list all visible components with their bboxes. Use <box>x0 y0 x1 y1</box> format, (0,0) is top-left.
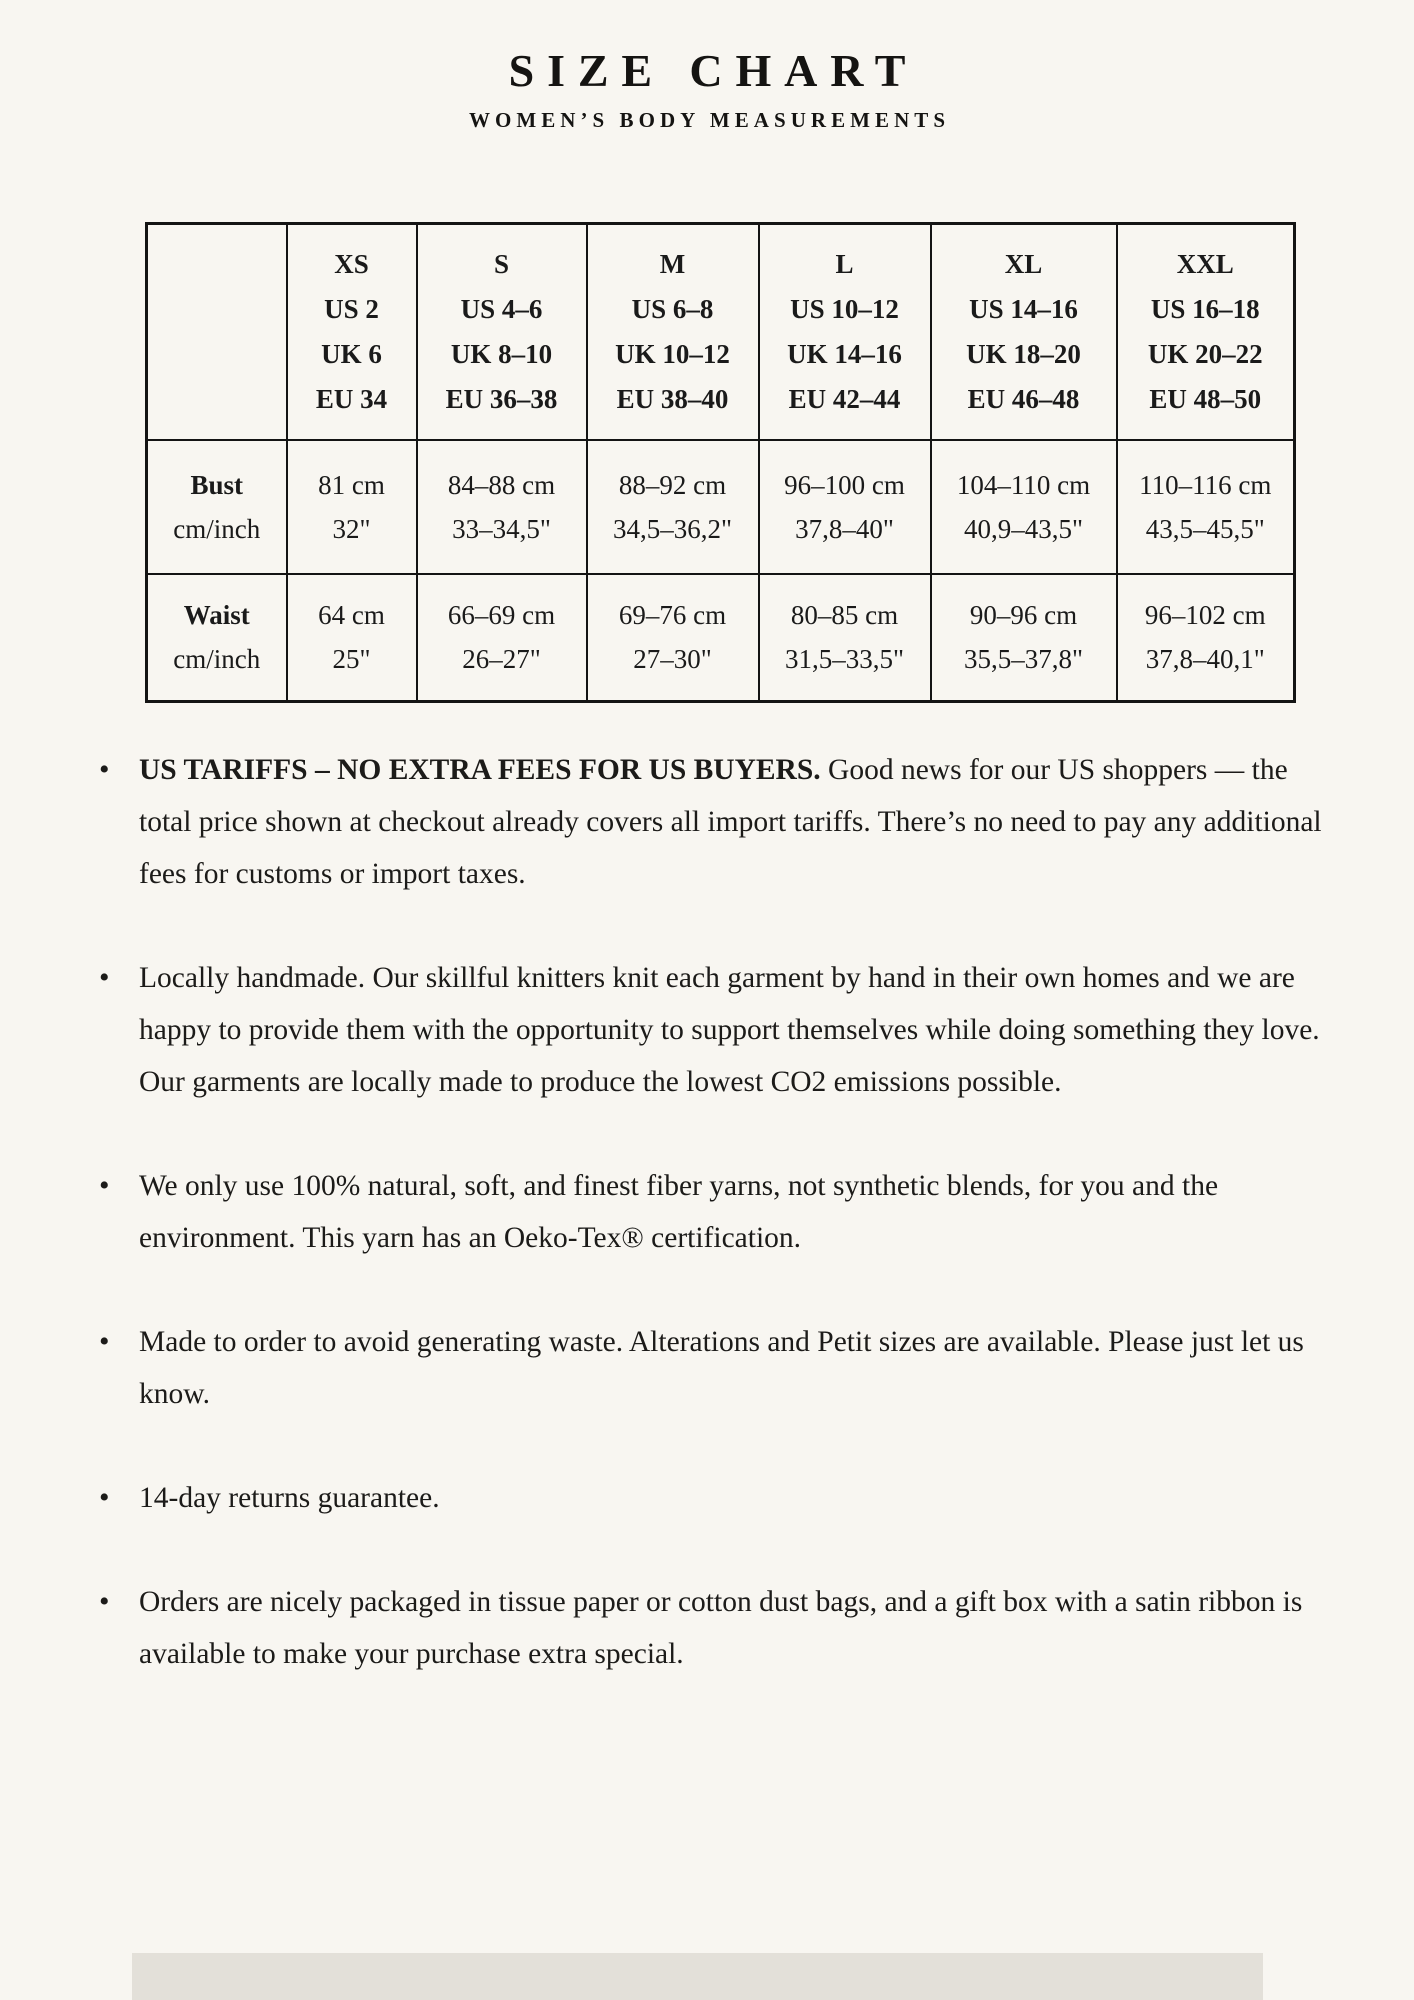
size-col-l <box>759 224 931 440</box>
size-label: L <box>835 248 854 279</box>
size-col-xxl <box>1117 224 1295 440</box>
measurement-name: Waist <box>183 600 250 631</box>
cm-value: 64 cm <box>318 600 385 631</box>
list-item-packaging <box>75 1576 1333 1680</box>
bullet-icon: • <box>99 1325 110 1358</box>
inch-value: 27–30" <box>633 644 712 675</box>
list-item-locally-handmade <box>75 952 1333 1108</box>
inch-value: 33–34,5" <box>452 513 551 544</box>
bottom-cropped-panel <box>132 1953 1263 2000</box>
waist-l <box>759 574 931 702</box>
waist-xs <box>287 574 417 702</box>
list-item-text: Good news for our US shoppers — the total price shown at checkout already covers all import tariffs. There’s no need to pay any additional fees for customs or import taxes. <box>139 754 1322 890</box>
list-item-lead: US TARIFFS – NO EXTRA FEES FOR US BUYERS. <box>139 754 821 786</box>
cm-value: 69–76 cm <box>618 600 727 631</box>
bullet-icon: • <box>99 1585 110 1618</box>
list-item-made-to-order <box>75 1316 1333 1420</box>
inch-value: 43,5–45,5" <box>1145 513 1265 544</box>
list-item-text: We only use 100% natural, soft, and finest fiber yarns, not synthetic blends, for you and the environment. This yarn has an Oeko-Tex® certification. <box>139 1170 1219 1254</box>
inch-value: 25" <box>332 644 371 675</box>
cm-value: 81 cm <box>318 469 385 500</box>
size-label: S <box>493 248 510 279</box>
uk-size: UK 6 <box>321 338 382 369</box>
eu-size: EU 38–40 <box>616 383 729 414</box>
waist-xl <box>931 574 1117 702</box>
bust-l <box>759 440 931 574</box>
us-size: US 2 <box>324 293 379 324</box>
list-item-text: 14-day returns guarantee. <box>139 1482 440 1514</box>
bullet-icon: • <box>99 961 110 994</box>
product-info-list <box>75 744 1333 1732</box>
bullet-icon: • <box>99 753 110 786</box>
corner-cell <box>147 224 287 440</box>
waist-xxl <box>1117 574 1295 702</box>
uk-size: UK 10–12 <box>615 338 730 369</box>
list-item-text: Made to order to avoid generating waste. Alterations and Petit sizes are available. Please just let us know. <box>139 1326 1304 1410</box>
size-chart-table <box>145 222 1296 703</box>
eu-size: EU 48–50 <box>1149 383 1262 414</box>
cm-value: 96–102 cm <box>1144 600 1266 631</box>
bullet-icon: • <box>99 1481 110 1514</box>
uk-size: UK 18–20 <box>966 338 1081 369</box>
us-size: US 14–16 <box>969 293 1078 324</box>
list-item-text: Locally handmade. Our skillful knitters knit each garment by hand in their own homes and we are happy to provide them with the opportunity to support themselves while doing something they love. Our garments are locally made to produce the lowest CO2 emissions possible. <box>139 962 1320 1098</box>
cm-value: 80–85 cm <box>790 600 899 631</box>
inch-value: 37,8–40" <box>795 513 894 544</box>
cm-value: 104–110 cm <box>956 469 1091 500</box>
size-col-s <box>417 224 587 440</box>
size-col-xs <box>287 224 417 440</box>
bust-xxl <box>1117 440 1295 574</box>
list-item-text: Orders are nicely packaged in tissue paper or cotton dust bags, and a gift box with a satin ribbon is available to make your purchase extra special. <box>139 1586 1303 1670</box>
bust-m <box>587 440 759 574</box>
bust-xl <box>931 440 1117 574</box>
cm-value: 90–96 cm <box>969 600 1078 631</box>
us-size: US 10–12 <box>790 293 899 324</box>
measurement-name: Bust <box>190 469 244 500</box>
us-size: US 16–18 <box>1150 293 1260 324</box>
size-label: XL <box>1004 248 1043 279</box>
us-size: US 4–6 <box>460 293 543 324</box>
eu-size: EU 36–38 <box>445 383 558 414</box>
eu-size: EU 46–48 <box>967 383 1080 414</box>
measurement-unit: cm/inch <box>173 513 261 544</box>
waist-s <box>417 574 587 702</box>
bullet-icon: • <box>99 1169 110 1202</box>
page-subtitle: WOMEN’S BODY MEASUREMENTS <box>468 108 951 132</box>
inch-value: 32" <box>332 513 371 544</box>
size-col-m <box>587 224 759 440</box>
page-title: SIZE CHART <box>508 45 919 96</box>
table-header-row <box>147 224 1295 440</box>
inch-value: 34,5–36,2" <box>612 513 733 544</box>
cm-value: 84–88 cm <box>447 469 556 500</box>
eu-size: EU 42–44 <box>788 383 901 414</box>
waist-m <box>587 574 759 702</box>
inch-value: 40,9–43,5" <box>963 513 1084 544</box>
inch-value: 31,5–33,5" <box>784 644 905 675</box>
cm-value: 110–116 cm <box>1139 469 1272 500</box>
uk-size: UK 20–22 <box>1147 338 1263 369</box>
list-item-natural-yarns <box>75 1160 1333 1264</box>
list-item-returns <box>75 1472 1333 1524</box>
bust-xs <box>287 440 417 574</box>
size-col-xl <box>931 224 1117 440</box>
bust-row-label <box>147 440 287 574</box>
list-item-us-tariffs <box>75 744 1333 900</box>
waist-row-label <box>147 574 287 702</box>
size-label: XS <box>334 248 369 279</box>
us-size: US 6–8 <box>631 293 714 324</box>
size-label: XXL <box>1176 248 1234 279</box>
inch-value: 35,5–37,8" <box>963 644 1084 675</box>
uk-size: UK 14–16 <box>787 338 902 369</box>
uk-size: UK 8–10 <box>450 338 553 369</box>
measurement-unit: cm/inch <box>173 644 261 675</box>
inch-value: 26–27" <box>462 644 541 675</box>
waist-row <box>147 574 1295 702</box>
eu-size: EU 34 <box>315 383 388 414</box>
size-label: M <box>659 248 686 279</box>
bust-s <box>417 440 587 574</box>
inch-value: 37,8–40,1" <box>1145 644 1265 675</box>
cm-value: 96–100 cm <box>784 469 905 500</box>
bust-row <box>147 440 1295 574</box>
cm-value: 88–92 cm <box>618 469 727 500</box>
cm-value: 66–69 cm <box>447 600 556 631</box>
